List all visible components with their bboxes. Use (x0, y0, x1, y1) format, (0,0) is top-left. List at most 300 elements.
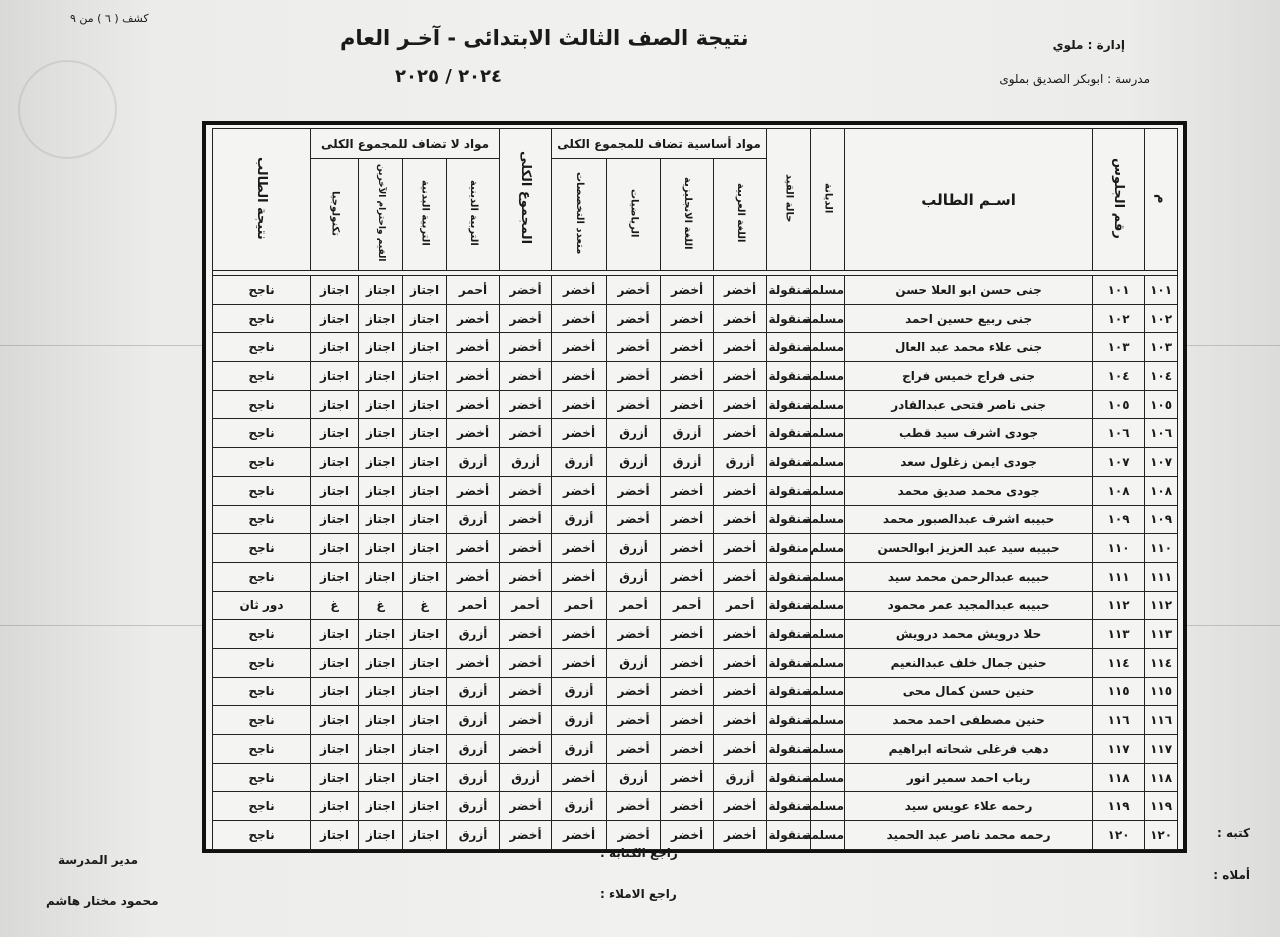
cell-ict: اجتاز (311, 706, 359, 735)
table-row (213, 562, 1178, 591)
cell-seat: ١٠٤ (1093, 362, 1145, 391)
cell-result: ناجح (213, 476, 311, 505)
table-row (213, 534, 1178, 563)
cell-m: ١٠٢ (1145, 304, 1178, 333)
cell-values: اجتاز (359, 419, 403, 448)
cell-name: رباب احمد سمير انور (845, 763, 1093, 792)
cell-religious: أخضر (447, 419, 500, 448)
cell-seat: ١١٥ (1093, 677, 1145, 706)
col-seat-header: رقم الجلوس (1093, 129, 1145, 271)
cell-m: ١٠١ (1145, 276, 1178, 305)
basic-subjects-group-header: مواد أساسية تضاف للمجموع الكلى (552, 129, 767, 159)
table-row (213, 821, 1178, 850)
cell-status: منقولة (767, 419, 811, 448)
cell-multi: أخضر (552, 304, 607, 333)
cell-math: أخضر (607, 620, 661, 649)
cell-multi: أخضر (552, 562, 607, 591)
cell-values: اجتاز (359, 333, 403, 362)
cell-arabic: أخضر (714, 620, 767, 649)
cell-total: أخضر (500, 505, 552, 534)
cell-multi: أحمر (552, 591, 607, 620)
cell-name: دهب فرغلى شحاته ابراهيم (845, 735, 1093, 764)
cell-pe: اجتاز (403, 677, 447, 706)
cell-name: حبيبه عبدالرحمن محمد سيد (845, 562, 1093, 591)
cell-m: ١٠٦ (1145, 419, 1178, 448)
cell-english: أخضر (661, 562, 714, 591)
cell-name: جودى محمد صديق محمد (845, 476, 1093, 505)
col-name-header: اسـم الطالب (845, 129, 1093, 271)
cell-english: أحمر (661, 591, 714, 620)
cell-multi: أزرق (552, 706, 607, 735)
cell-seat: ١١٣ (1093, 620, 1145, 649)
cell-english: أخضر (661, 276, 714, 305)
cell-religious: أخضر (447, 534, 500, 563)
cell-seat: ١٠٢ (1093, 304, 1145, 333)
stamp-ghost (18, 60, 117, 159)
cell-m: ١٠٧ (1145, 448, 1178, 477)
cell-arabic: أخضر (714, 476, 767, 505)
cell-religion: مسلمة (811, 735, 845, 764)
cell-values: اجتاز (359, 476, 403, 505)
cell-ict: اجتاز (311, 333, 359, 362)
cell-result: ناجح (213, 763, 311, 792)
cell-ict: اجتاز (311, 620, 359, 649)
cell-arabic: أخضر (714, 735, 767, 764)
cell-result: ناجح (213, 792, 311, 821)
cell-multi: أزرق (552, 792, 607, 821)
table-row (213, 735, 1178, 764)
cell-seat: ١١٠ (1093, 534, 1145, 563)
cell-result: ناجح (213, 390, 311, 419)
cell-pe: اجتاز (403, 763, 447, 792)
extra-subjects-group-header: مواد لا تضاف للمجموع الكلى (311, 129, 500, 159)
cell-m: ١١٣ (1145, 620, 1178, 649)
cell-total: أخضر (500, 620, 552, 649)
cell-name: جنى ناصر فتحى عبدالقادر (845, 390, 1093, 419)
cell-pe: اجتاز (403, 419, 447, 448)
cell-ict: اجتاز (311, 562, 359, 591)
cell-english: أخضر (661, 735, 714, 764)
cell-math: أخضر (607, 333, 661, 362)
results-table-body (213, 276, 1178, 850)
cell-pe: اجتاز (403, 648, 447, 677)
cell-seat: ١١٩ (1093, 792, 1145, 821)
cell-result: ناجح (213, 276, 311, 305)
cell-result: دور ثان (213, 591, 311, 620)
review-writing-label: راجع الكتابه : (600, 846, 678, 860)
cell-values: اجتاز (359, 792, 403, 821)
director-title: مدير المدرسة (58, 853, 139, 867)
cell-status: منقولة (767, 304, 811, 333)
cell-arabic: أخضر (714, 390, 767, 419)
cell-result: ناجح (213, 677, 311, 706)
cell-m: ١١٠ (1145, 534, 1178, 563)
cell-m: ١١٦ (1145, 706, 1178, 735)
cell-arabic: أخضر (714, 677, 767, 706)
cell-arabic: أخضر (714, 304, 767, 333)
cell-multi: أخضر (552, 821, 607, 850)
cell-religious: أخضر (447, 362, 500, 391)
cell-seat: ١٢٠ (1093, 821, 1145, 850)
cell-ict: اجتاز (311, 505, 359, 534)
cell-status: منقولة (767, 276, 811, 305)
cell-multi: أخضر (552, 419, 607, 448)
cell-multi: أخضر (552, 534, 607, 563)
cell-status: منقولة (767, 333, 811, 362)
sheet-number: كشف ( ٦ ) من ٩ (70, 12, 149, 25)
cell-religious: أخضر (447, 562, 500, 591)
cell-religion: مسلمة (811, 620, 845, 649)
cell-pe: اجتاز (403, 304, 447, 333)
cell-arabic: أخضر (714, 333, 767, 362)
cell-math: أخضر (607, 390, 661, 419)
cell-multi: أزرق (552, 735, 607, 764)
cell-math: أخضر (607, 505, 661, 534)
cell-pe: اجتاز (403, 448, 447, 477)
cell-pe: اجتاز (403, 276, 447, 305)
cell-status: منقولة (767, 562, 811, 591)
cell-values: اجتاز (359, 276, 403, 305)
table-row (213, 620, 1178, 649)
cell-total: أخضر (500, 821, 552, 850)
cell-seat: ١٠٧ (1093, 448, 1145, 477)
cell-english: أخضر (661, 821, 714, 850)
cell-religious: أزرق (447, 677, 500, 706)
cell-religious: أزرق (447, 821, 500, 850)
cell-english: أخضر (661, 362, 714, 391)
cell-total: أخضر (500, 706, 552, 735)
cell-english: أخضر (661, 304, 714, 333)
cell-arabic: أحمر (714, 591, 767, 620)
cell-religious: أخضر (447, 304, 500, 333)
cell-result: ناجح (213, 648, 311, 677)
cell-status: منقولة (767, 591, 811, 620)
cell-religious: أزرق (447, 792, 500, 821)
school-label: مدرسة : ابوبكر الصديق بملوى (999, 72, 1150, 86)
cell-values: اجتاز (359, 821, 403, 850)
cell-values: غ (359, 591, 403, 620)
cell-m: ١١٢ (1145, 591, 1178, 620)
cell-m: ١٢٠ (1145, 821, 1178, 850)
cell-ict: اجتاز (311, 390, 359, 419)
cell-religion: مسلمة (811, 390, 845, 419)
cell-status: منقولة (767, 763, 811, 792)
cell-m: ١٠٩ (1145, 505, 1178, 534)
col-pe-header: التربية البدنية (403, 159, 447, 271)
cell-total: أخضر (500, 333, 552, 362)
cell-math: أخضر (607, 362, 661, 391)
cell-english: أخضر (661, 648, 714, 677)
cell-ict: اجتاز (311, 276, 359, 305)
table-row (213, 304, 1178, 333)
cell-math: أخضر (607, 706, 661, 735)
cell-values: اجتاز (359, 620, 403, 649)
table-row (213, 591, 1178, 620)
cell-pe: اجتاز (403, 476, 447, 505)
cell-pe: اجتاز (403, 620, 447, 649)
cell-multi: أخضر (552, 333, 607, 362)
cell-name: رحمه علاء عويس سيد (845, 792, 1093, 821)
cell-multi: أخضر (552, 476, 607, 505)
cell-religious: أخضر (447, 476, 500, 505)
cell-values: اجتاز (359, 390, 403, 419)
cell-seat: ١٠٥ (1093, 390, 1145, 419)
cell-m: ١١٤ (1145, 648, 1178, 677)
cell-total: أزرق (500, 448, 552, 477)
cell-religious: أحمر (447, 276, 500, 305)
cell-multi: أزرق (552, 505, 607, 534)
results-table (212, 128, 1178, 850)
cell-math: أخضر (607, 304, 661, 333)
cell-multi: أزرق (552, 448, 607, 477)
cell-religion: مسلمة (811, 562, 845, 591)
cell-total: أخضر (500, 390, 552, 419)
cell-status: منقولة (767, 448, 811, 477)
cell-math: أزرق (607, 419, 661, 448)
cell-english: أخضر (661, 505, 714, 534)
cell-religion: مسلمة (811, 276, 845, 305)
cell-religious: أحمر (447, 591, 500, 620)
cell-m: ١١٥ (1145, 677, 1178, 706)
cell-math: أخضر (607, 476, 661, 505)
director-name: محمود مختار هاشم (46, 894, 159, 908)
cell-religion: مسلمة (811, 706, 845, 735)
cell-values: اجتاز (359, 448, 403, 477)
cell-total: أخضر (500, 648, 552, 677)
cell-seat: ١١٢ (1093, 591, 1145, 620)
cell-multi: أخضر (552, 648, 607, 677)
cell-m: ١٠٤ (1145, 362, 1178, 391)
cell-m: ١١٨ (1145, 763, 1178, 792)
cell-status: منقولة (767, 534, 811, 563)
cell-status: منقولة (767, 362, 811, 391)
cell-m: ١٠٣ (1145, 333, 1178, 362)
cell-total: أخضر (500, 562, 552, 591)
cell-religion: مسلمة (811, 419, 845, 448)
cell-religion: مسلمة (811, 448, 845, 477)
cell-result: ناجح (213, 735, 311, 764)
cell-pe: غ (403, 591, 447, 620)
cell-status: منقولة (767, 390, 811, 419)
cell-result: ناجح (213, 362, 311, 391)
cell-arabic: أخضر (714, 706, 767, 735)
cell-name: حنين جمال خلف عبدالنعيم (845, 648, 1093, 677)
cell-religion: مسلم (811, 534, 845, 563)
cell-result: ناجح (213, 505, 311, 534)
cell-multi: أخضر (552, 620, 607, 649)
cell-name: جودى ايمن زغلول سعد (845, 448, 1093, 477)
cell-result: ناجح (213, 562, 311, 591)
cell-english: أزرق (661, 419, 714, 448)
cell-arabic: أزرق (714, 448, 767, 477)
cell-english: أخضر (661, 792, 714, 821)
cell-pe: اجتاز (403, 735, 447, 764)
cell-ict: غ (311, 591, 359, 620)
cell-values: اجتاز (359, 534, 403, 563)
cell-ict: اجتاز (311, 362, 359, 391)
cell-religion: مسلمة (811, 362, 845, 391)
cell-seat: ١١٧ (1093, 735, 1145, 764)
cell-math: أزرق (607, 648, 661, 677)
cell-arabic: أخضر (714, 534, 767, 563)
cell-ict: اجتاز (311, 476, 359, 505)
results-table-frame (202, 121, 1187, 853)
cell-ict: اجتاز (311, 763, 359, 792)
cell-seat: ١١٤ (1093, 648, 1145, 677)
cell-name: حنين مصطفى احمد محمد (845, 706, 1093, 735)
table-row (213, 476, 1178, 505)
table-row (213, 648, 1178, 677)
cell-result: ناجح (213, 333, 311, 362)
col-ict-header: تكنولوجيا (311, 159, 359, 271)
cell-religion: مسلمة (811, 648, 845, 677)
cell-english: أزرق (661, 448, 714, 477)
cell-pe: اجتاز (403, 505, 447, 534)
cell-ict: اجتاز (311, 792, 359, 821)
cell-pe: اجتاز (403, 706, 447, 735)
table-row (213, 390, 1178, 419)
cell-seat: ١١٦ (1093, 706, 1145, 735)
cell-name: جنى علاء محمد عبد العال (845, 333, 1093, 362)
col-math-header: الرياضيات (607, 159, 661, 271)
cell-name: جودى اشرف سيد قطب (845, 419, 1093, 448)
table-row (213, 448, 1178, 477)
cell-total: أخضر (500, 534, 552, 563)
cell-multi: أخضر (552, 362, 607, 391)
cell-total: أزرق (500, 763, 552, 792)
cell-pe: اجتاز (403, 821, 447, 850)
cell-religion: مسلمة (811, 591, 845, 620)
cell-english: أخضر (661, 706, 714, 735)
cell-math: أخضر (607, 792, 661, 821)
cell-multi: أخضر (552, 276, 607, 305)
cell-seat: ١٠٩ (1093, 505, 1145, 534)
cell-ict: اجتاز (311, 534, 359, 563)
cell-religion: مسلمة (811, 304, 845, 333)
cell-status: منقولة (767, 677, 811, 706)
cell-values: اجتاز (359, 362, 403, 391)
table-row (213, 763, 1178, 792)
cell-values: اجتاز (359, 648, 403, 677)
cell-pe: اجتاز (403, 333, 447, 362)
cell-name: جنى حسن ابو العلا حسن (845, 276, 1093, 305)
col-result-header: نتيجة الطالب (213, 129, 311, 271)
administration-label: إدارة : ملوي (1052, 38, 1125, 52)
cell-name: حلا درويش محمد درويش (845, 620, 1093, 649)
table-row (213, 276, 1178, 305)
cell-arabic: أخضر (714, 792, 767, 821)
cell-arabic: أخضر (714, 419, 767, 448)
cell-name: حبيبه سيد عبد العزيز ابوالحسن (845, 534, 1093, 563)
cell-values: اجتاز (359, 735, 403, 764)
col-religious-header: التربية الدينية (447, 159, 500, 271)
cell-status: منقولة (767, 648, 811, 677)
cell-ict: اجتاز (311, 735, 359, 764)
cell-name: حبيبه اشرف عبدالصبور محمد (845, 505, 1093, 534)
cell-values: اجتاز (359, 706, 403, 735)
cell-arabic: أخضر (714, 505, 767, 534)
cell-pe: اجتاز (403, 534, 447, 563)
cell-pe: اجتاز (403, 562, 447, 591)
col-arabic-header: اللغة العربية (714, 159, 767, 271)
cell-religious: أزرق (447, 620, 500, 649)
cell-name: جنى ربيع حسين احمد (845, 304, 1093, 333)
cell-religion: مسلمة (811, 505, 845, 534)
cell-ict: اجتاز (311, 821, 359, 850)
table-row (213, 419, 1178, 448)
review-dictation-label: راجع الاملاء : (600, 887, 677, 901)
cell-math: أخضر (607, 276, 661, 305)
cell-result: ناجح (213, 620, 311, 649)
cell-multi: أخضر (552, 763, 607, 792)
cell-english: أخضر (661, 476, 714, 505)
cell-status: منقولة (767, 706, 811, 735)
cell-math: أزرق (607, 534, 661, 563)
cell-result: ناجح (213, 448, 311, 477)
cell-total: أخضر (500, 735, 552, 764)
cell-name: رحمه محمد ناصر عبد الحميد (845, 821, 1093, 850)
cell-pe: اجتاز (403, 792, 447, 821)
table-row (213, 362, 1178, 391)
cell-arabic: أخضر (714, 276, 767, 305)
cell-name: جنى فراج خميس فراج (845, 362, 1093, 391)
cell-arabic: أخضر (714, 562, 767, 591)
col-m-header: م (1145, 129, 1178, 271)
cell-total: أخضر (500, 792, 552, 821)
table-row (213, 706, 1178, 735)
cell-english: أخضر (661, 677, 714, 706)
cell-religion: مسلمة (811, 763, 845, 792)
cell-math: أخضر (607, 821, 661, 850)
cell-seat: ١١١ (1093, 562, 1145, 591)
cell-religious: أخضر (447, 333, 500, 362)
cell-ict: اجتاز (311, 448, 359, 477)
cell-math: أزرق (607, 763, 661, 792)
cell-status: منقولة (767, 821, 811, 850)
cell-m: ١٠٨ (1145, 476, 1178, 505)
table-row (213, 677, 1178, 706)
cell-pe: اجتاز (403, 362, 447, 391)
cell-religion: مسلمة (811, 476, 845, 505)
cell-religious: أخضر (447, 648, 500, 677)
cell-ict: اجتاز (311, 419, 359, 448)
cell-seat: ١٠٦ (1093, 419, 1145, 448)
dictated-label: أملاه : (1213, 868, 1250, 882)
cell-multi: أزرق (552, 677, 607, 706)
cell-religion: مسلمة (811, 792, 845, 821)
cell-m: ١١١ (1145, 562, 1178, 591)
cell-result: ناجح (213, 304, 311, 333)
cell-seat: ١٠٣ (1093, 333, 1145, 362)
col-religion-header: الديانة (811, 129, 845, 271)
cell-english: أخضر (661, 534, 714, 563)
cell-name: حبيبه عبدالمجيد عمر محمود (845, 591, 1093, 620)
cell-religious: أخضر (447, 390, 500, 419)
cell-arabic: أزرق (714, 763, 767, 792)
cell-arabic: أخضر (714, 362, 767, 391)
cell-m: ١١٩ (1145, 792, 1178, 821)
cell-seat: ١١٨ (1093, 763, 1145, 792)
cell-status: منقولة (767, 476, 811, 505)
cell-result: ناجح (213, 534, 311, 563)
col-multi-header: متعدد التخصصات (552, 159, 607, 271)
cell-total: أخضر (500, 362, 552, 391)
school-year: ٢٠٢٤ / ٢٠٢٥ (395, 66, 503, 87)
cell-pe: اجتاز (403, 390, 447, 419)
cell-english: أخضر (661, 390, 714, 419)
cell-total: أخضر (500, 677, 552, 706)
col-values-header: القيم واحترام الآخرين (359, 159, 403, 271)
